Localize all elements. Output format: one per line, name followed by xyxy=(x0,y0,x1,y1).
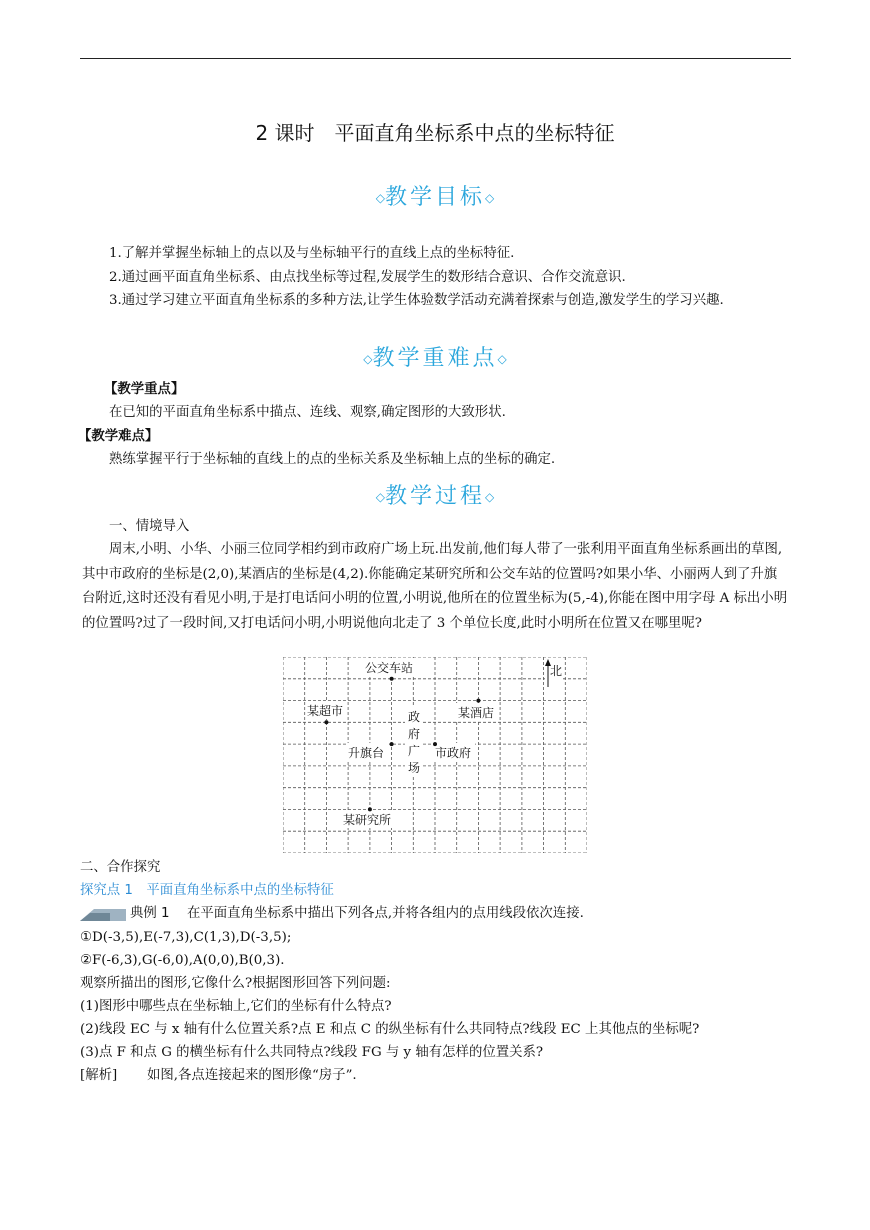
square-char-4: 场 xyxy=(408,761,421,775)
analysis-text: 如图,各点连接起来的图形像“房子”. xyxy=(147,1068,357,1083)
hotel-label: 某酒店 xyxy=(458,706,495,720)
north-label: 北 xyxy=(550,664,563,678)
institute-point xyxy=(368,807,372,811)
question-3: (3)点 F 和点 G 的横坐标有什么共同特点?线段 FG 与 y 轴有怎样的位置关系? xyxy=(80,1045,544,1060)
diamond-icon: ◇ xyxy=(497,352,507,366)
intro-heading: 一、情境导入 xyxy=(109,519,190,534)
goal-1: 1.了解并掌握坐标轴上的点以及与坐标轴平行的直线上点的坐标特征. xyxy=(109,246,515,261)
goal-2: 2.通过画平面直角坐标系、由点找坐标等过程,发展学生的数形结合意识、合作交流意识. xyxy=(109,270,626,285)
section-heading-goals: ◇教学目标◇ xyxy=(375,185,495,210)
square-char-3: 广 xyxy=(408,744,421,758)
question-2: (2)线段 EC 与 x 轴有什么位置关系?点 E 和点 C 的纵坐标有什么共同特点?线段 EC 上其他点的坐标呢? xyxy=(80,1022,700,1037)
section-heading-process: ◇教学过程◇ xyxy=(375,484,495,509)
diamond-icon: ◇ xyxy=(375,490,385,504)
intro-text: 周末,小明、小华、小丽三位同学相约到市政府广场上玩.出发前,他们每人带了一张利用平面直角坐标系画出的草图,其中市政府的坐标是(2,0),某酒店的坐标是(4,2).你能确定某研究所和公交车站的位置吗?如果小华、小丽两人到了升旗台附近,这时还没有看见小明,于是打电话问小明的位置,小明说,他所在的位置坐标为(5,-4),你能在图中用字母 A 标出小明的位置吗?过了一段时间,又打电话问小明,小明说他向北走了 3 个单位长度,此时小明所在位置又在哪里呢? xyxy=(82,542,788,631)
diamond-icon: ◇ xyxy=(375,191,385,205)
flag-platform-label: 升旗台 xyxy=(348,746,385,760)
bus-station-label: 公交车站 xyxy=(365,661,414,675)
top-rule xyxy=(80,58,791,59)
diamond-icon: ◇ xyxy=(485,191,495,205)
square-char-2: 府 xyxy=(408,727,421,741)
example-label: 典例 1 xyxy=(130,906,170,921)
example-item-1: ①D(-3,5),E(-7,3),C(1,3),D(-3,5); xyxy=(80,930,292,945)
supermarket-point xyxy=(324,720,328,724)
example-badge-icon xyxy=(80,906,126,920)
supermarket-label: 某超市 xyxy=(307,704,344,718)
city-hall-label: 市政府 xyxy=(435,746,472,760)
campus-map-grid xyxy=(283,657,587,853)
hotel-point xyxy=(476,699,480,703)
difficult-text: 熟练掌握平行于坐标轴的直线上的点的坐标关系及坐标轴上点的坐标的确定. xyxy=(109,452,556,467)
square-char-1: 政 xyxy=(408,710,421,724)
key-heading: 【教学重点】 xyxy=(104,382,185,397)
example-text: 在平面直角坐标系中描出下列各点,并将各组内的点用线段依次连接. xyxy=(187,906,584,921)
example-item-2: ②F(-6,3),G(-6,0),A(0,0),B(0,3). xyxy=(80,953,285,968)
page-title: 2 课时 平面直角坐标系中点的坐标特征 xyxy=(255,121,615,145)
key-text: 在已知的平面直角坐标系中描点、连线、观察,确定图形的大致形状. xyxy=(109,405,506,420)
difficult-heading: 【教学难点】 xyxy=(78,429,159,444)
goal-3: 3.通过学习建立平面直角坐标系的多种方法,让学生体验数学活动充满着探索与创造,激发学生的学习兴趣. xyxy=(109,293,724,308)
explore-heading: 二、合作探究 xyxy=(80,860,161,875)
section-heading-keypoints: ◇教学重难点◇ xyxy=(363,346,507,371)
flag-platform-point xyxy=(390,742,394,746)
explore-point-label: 探究点 1 平面直角坐标系中点的坐标特征 xyxy=(80,883,334,898)
analysis-label: [解析] xyxy=(80,1068,118,1083)
bus-station-point xyxy=(390,677,394,681)
diamond-icon: ◇ xyxy=(485,490,495,504)
question-1: (1)图形中哪些点在坐标轴上,它们的坐标有什么特点? xyxy=(80,999,392,1014)
diamond-icon: ◇ xyxy=(363,352,373,366)
institute-label: 某研究所 xyxy=(343,813,392,827)
observe-text: 观察所描出的图形,它像什么?根据图形回答下列问题: xyxy=(80,976,391,991)
